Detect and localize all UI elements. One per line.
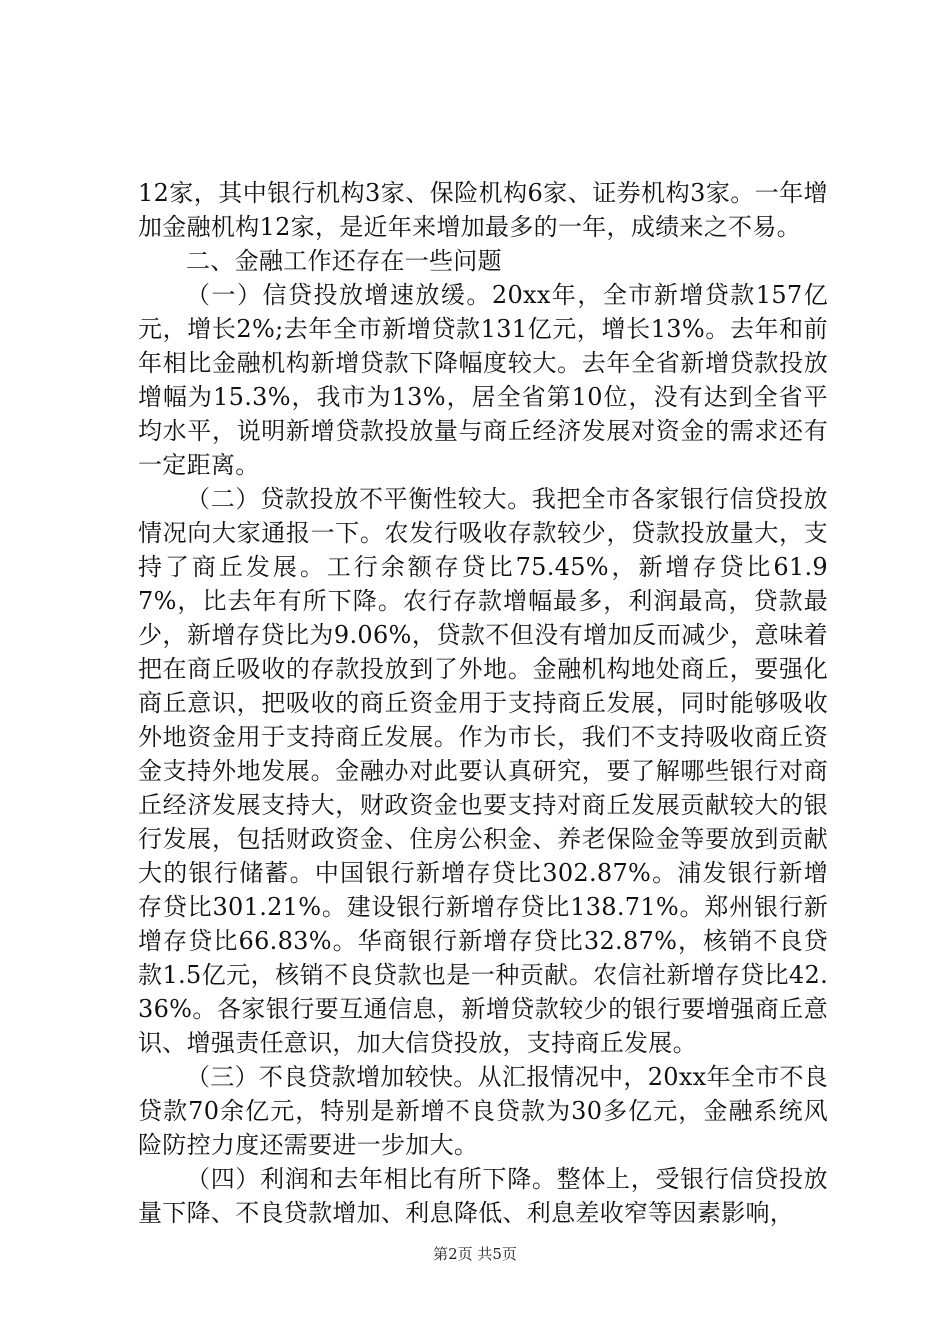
paragraph-loan-imbalance: （二）贷款投放不平衡性较大。我把全市各家银行信贷投放情况向大家通报一下。农发行吸收存款较少，贷款投放量大，支持了商丘发展。工行余额存贷比75.45%，新增存贷比61.97%，比去年有所下降。农行存款增幅最多，利润最高，贷款最少，新增存贷比为9.06%，贷款不但没有增加反而减少，意味着把在商丘吸收的存款投放到了外地。金融机构地处商丘，要强化商丘意识，把吸收的商丘资金用于支持商丘发展，同时能够吸收外地资金用于支持商丘发展。作为市长，我们不支持吸收商丘资金支持外地发展。金融办对此要认真研究，要了解哪些银行对商丘经济发展支持大，财政资金也要支持对商丘发展贡献较大的银行发展，包括财政资金、住房公积金、养老保险金等要放到贡献大的银行储蓄。中国银行新增存贷比302.87%。浦发银行新增存贷比301.21%。建设银行新增存贷比138.71%。郑州银行新增存贷比66.83%。华商银行新增存贷比32.87%，核销不良贷款1.5亿元，核销不良贷款也是一种贡献。农信社新增存贷比42.36%。各家银行要互通信息，新增贷款较少的银行要增强商丘意识、增强责任意识，加大信贷投放，支持商丘发展。 [138,485,828,1057]
paragraph-profit-decline: （四）利润和去年相比有所下降。整体上，受银行信贷投放量下降、不良贷款增加、利息降低、利息差收窄等因素影响， [138,1165,828,1227]
paragraph-credit-growth: （一）信贷投放增速放缓。20xx年，全市新增贷款157亿元，增长2%;去年全市新增贷款131亿元，增长13%。去年和前年相比金融机构新增贷款下降幅度较大。去年全省新增贷款投放增幅为15.3%，我市为13%，居全省第10位，没有达到全省平均水平，说明新增贷款投放量与商丘经济发展对资金的需求还有一定距离。 [138,281,828,479]
document-body [138,176,828,1230]
paragraph-continuation: 12家，其中银行机构3家、保险机构6家、证券机构3家。一年增加金融机构12家，是近年来增加最多的一年，成绩来之不易。 [138,179,828,241]
paragraph-bad-loans: （三）不良贷款增加较快。从汇报情况中，20xx年全市不良贷款70余亿元，特别是新增不良贷款为30多亿元，金融系统风险防控力度还需要进一步加大。 [138,1063,829,1159]
page-footer: 第2页 共5页 [433,1245,517,1263]
section-heading: 二、金融工作还存在一些问题 [186,247,502,275]
